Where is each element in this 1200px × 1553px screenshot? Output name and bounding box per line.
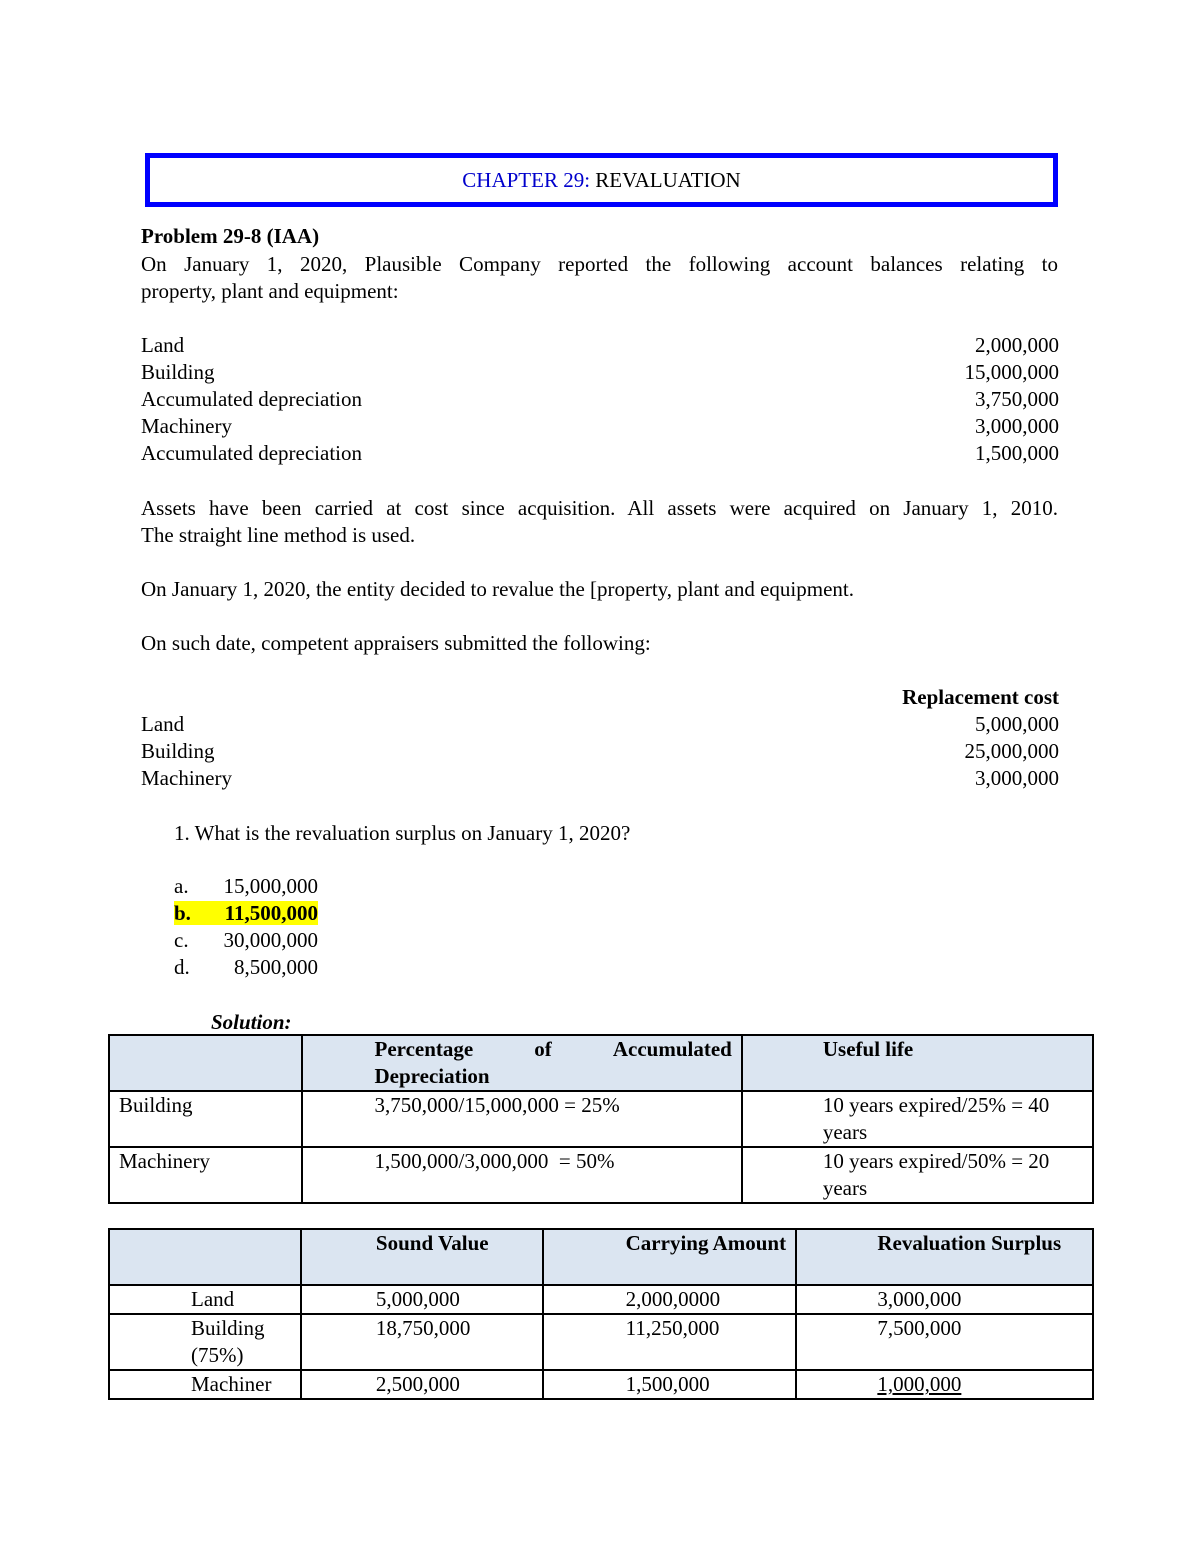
option-value: 15,000,000	[223, 874, 318, 898]
table-cell-percentage: 3,750,000/15,000,000 = 25%	[302, 1091, 742, 1147]
table-cell-sound-value: 18,750,000	[301, 1314, 543, 1370]
balance-label: Accumulated depreciation	[141, 441, 362, 465]
solution-label: Solution:	[211, 1010, 292, 1034]
option-letter: a.	[174, 874, 189, 898]
table-row	[109, 1314, 1093, 1370]
balance-label: Building	[141, 360, 215, 384]
balance-row	[141, 413, 1059, 440]
option-letter: d.	[174, 955, 190, 979]
balance-amount: 3,000,000	[975, 414, 1059, 438]
table-cell-carrying-amount: 1,500,000	[543, 1370, 797, 1399]
table-cell-asset: Machiner	[109, 1370, 301, 1399]
table-cell-useful-life: 10 years expired/25% = 40 years	[742, 1091, 1093, 1147]
option-letter: b.	[174, 901, 191, 925]
option-value: 11,500,000	[224, 901, 318, 925]
option-letter: c.	[174, 928, 189, 952]
balance-amount: 2,000,000	[975, 333, 1059, 357]
balance-row	[141, 359, 1059, 386]
header-word: Percentage	[374, 1037, 474, 1061]
option-a	[174, 873, 318, 900]
table-header-cell: Revaluation Surplus	[796, 1229, 1093, 1285]
table-cell-asset: Land	[109, 1285, 301, 1314]
chapter-label: CHAPTER 29:	[462, 168, 591, 192]
header-word: Depreciation	[374, 1064, 490, 1088]
balance-label: Accumulated depreciation	[141, 387, 362, 411]
option-b-correct	[174, 900, 318, 927]
table-header-row	[109, 1229, 1093, 1285]
table-header-cell: Carrying Amount	[543, 1229, 797, 1285]
table-header-cell	[109, 1035, 302, 1091]
table-cell-carrying-amount: 2,000,0000	[543, 1285, 797, 1314]
table-cell-carrying-amount: 11,250,000	[543, 1314, 797, 1370]
table-cell-asset: Building (75%)	[109, 1314, 301, 1370]
paragraph-revalue: On January 1, 2020, the entity decided to revalue the [property, plant and equipment.	[141, 577, 855, 601]
table-cell-useful-life: 10 years expired/50% = 20 years	[742, 1147, 1093, 1203]
table-cell-revaluation-surplus: 7,500,000	[796, 1314, 1093, 1370]
question-text: 1. What is the revaluation surplus on January 1, 2020?	[174, 821, 631, 845]
table-header-cell	[109, 1229, 301, 1285]
table-header-cell	[302, 1035, 742, 1091]
paragraph-assets-line2: The straight line method is used.	[141, 523, 416, 547]
depreciation-table	[108, 1034, 1094, 1204]
total-surplus-value: 1,000,000	[877, 1372, 962, 1396]
replacement-row	[141, 765, 1059, 792]
table-cell-sound-value: 2,500,000	[301, 1370, 543, 1399]
table-row	[109, 1370, 1093, 1399]
revaluation-table	[108, 1228, 1094, 1400]
table-header-cell: Useful life	[742, 1035, 1093, 1091]
replacement-header-row	[141, 684, 1059, 711]
replacement-amount: 5,000,000	[975, 712, 1059, 736]
table-cell-percentage: 1,500,000/3,000,000 = 50%	[302, 1147, 742, 1203]
balance-row	[141, 440, 1059, 467]
header-word: Accumulated	[612, 1037, 732, 1061]
replacement-label: Machinery	[141, 766, 232, 790]
table-row	[109, 1147, 1093, 1203]
table-cell-asset: Machinery	[109, 1147, 302, 1203]
option-c	[174, 927, 318, 954]
table-cell-revaluation-surplus: 3,000,000	[796, 1285, 1093, 1314]
balance-label: Land	[141, 333, 185, 357]
replacement-amount: 25,000,000	[964, 739, 1059, 763]
problem-intro-line2: property, plant and equipment:	[141, 279, 399, 303]
paragraph-assets-line1: Assets have been carried at cost since acquisition. All assets were acquired on January 1, 2010.	[141, 496, 1058, 520]
problem-intro-line1: On January 1, 2020, Plausible Company reported the following account balances relating to	[141, 252, 1058, 276]
option-value: 30,000,000	[223, 928, 318, 952]
table-header-row	[109, 1035, 1093, 1091]
balance-amount: 15,000,000	[964, 360, 1059, 384]
chapter-title: REVALUATION	[595, 168, 741, 192]
problem-title: Problem 29-8 (IAA)	[141, 224, 320, 248]
replacement-row	[141, 738, 1059, 765]
replacement-row	[141, 711, 1059, 738]
balance-row	[141, 386, 1059, 413]
replacement-cost-header: Replacement cost	[902, 685, 1059, 709]
table-cell-revaluation-surplus	[796, 1370, 1093, 1399]
replacement-label: Land	[141, 712, 185, 736]
replacement-amount: 3,000,000	[975, 766, 1059, 790]
balance-row	[141, 332, 1059, 359]
table-cell-sound-value: 5,000,000	[301, 1285, 543, 1314]
balance-amount: 3,750,000	[975, 387, 1059, 411]
header-word: of	[534, 1037, 552, 1061]
table-header-cell: Sound Value	[301, 1229, 543, 1285]
table-cell-asset: Building	[109, 1091, 302, 1147]
option-d	[174, 954, 318, 981]
chapter-heading-box	[145, 153, 1058, 207]
table-row	[109, 1285, 1093, 1314]
paragraph-appraisers: On such date, competent appraisers submitted the following:	[141, 631, 651, 655]
balance-amount: 1,500,000	[975, 441, 1059, 465]
balance-label: Machinery	[141, 414, 232, 438]
replacement-label: Building	[141, 739, 215, 763]
option-value: 8,500,000	[234, 955, 318, 979]
table-row	[109, 1091, 1093, 1147]
